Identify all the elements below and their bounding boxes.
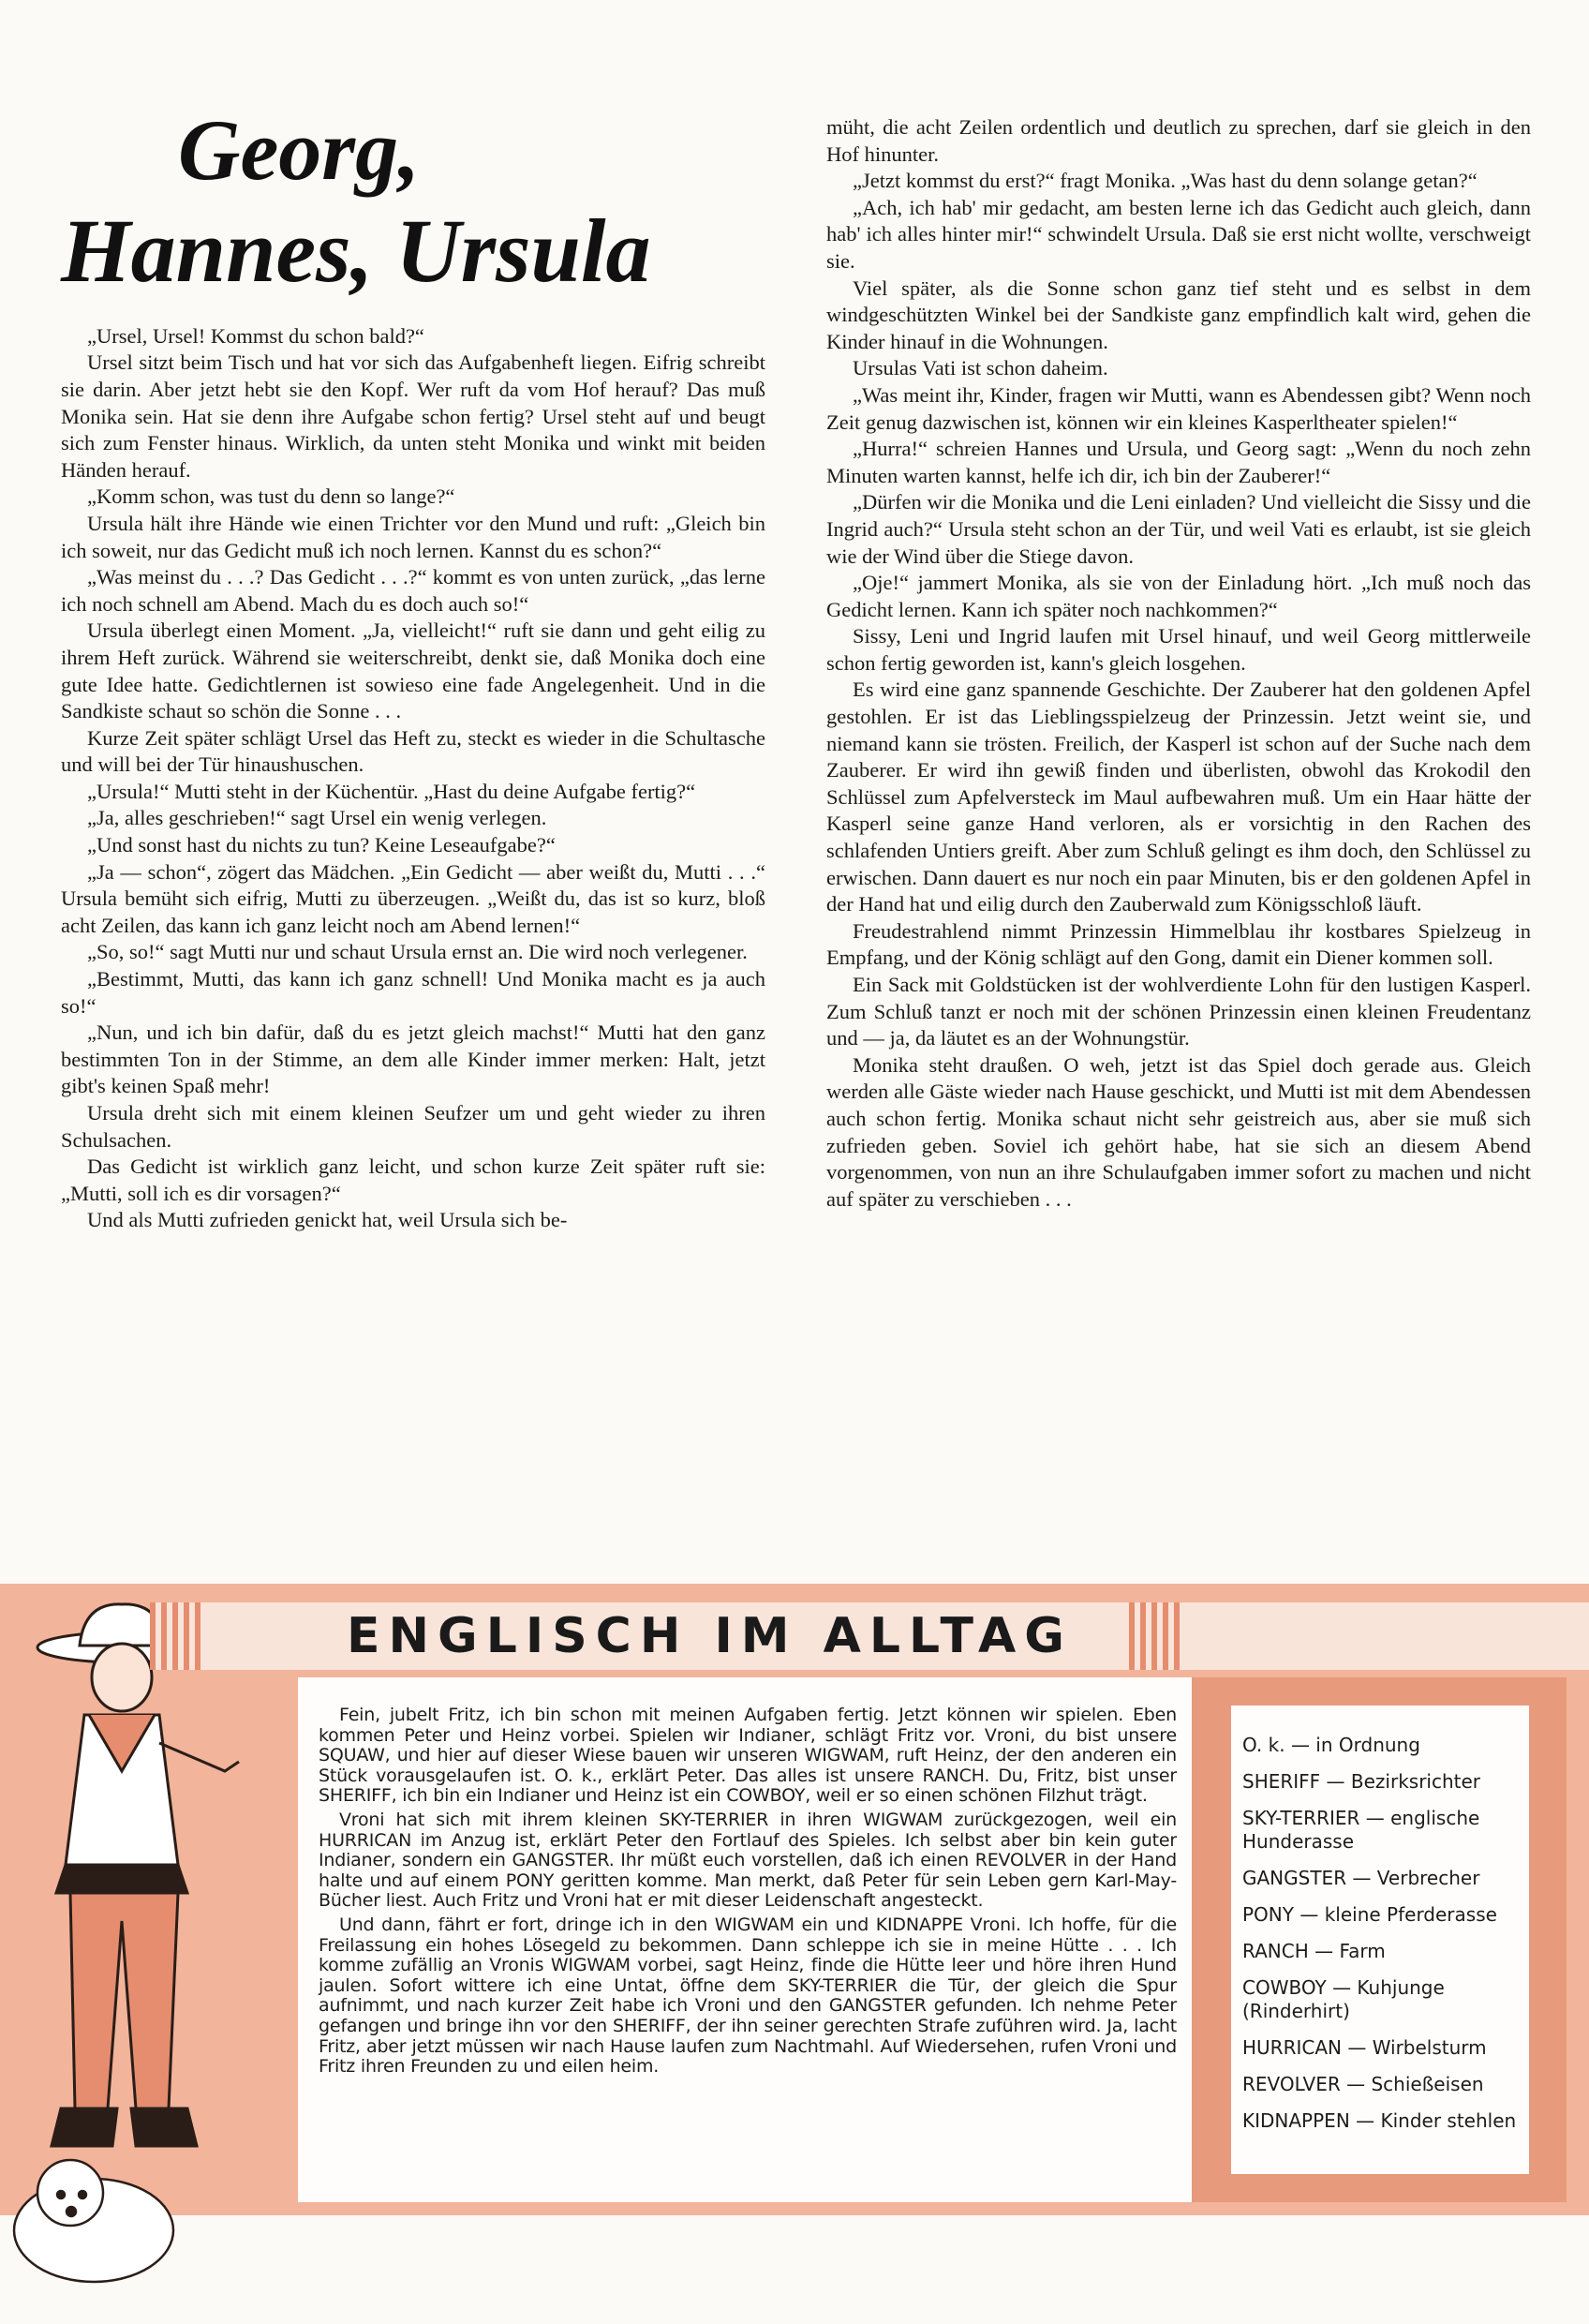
englisch-im-alltag-section	[0, 1584, 1589, 2215]
englisch-paragraph: Vroni hat sich mit ihrem kleinen SKY-TERRIER in ihren WIGWAM zurückgezogen, weil ein HURRICAN im Anzug ist, erklärt Peter den Fortlauf des Spieles. Ich selbst aber bin kein guter Indianer, sondern ein GANGSTER. Ihr müßt euch vorstellen, daß ich einen REVOLVER in der Hand halte und auf einem PONY geritten komme. Man merkt, daß Peter für sein Leben gern Karl-May-Bücher liest. Auch Fritz und Vroni hat er mit dieser Leidenschaft angesteckt.	[319, 1809, 1177, 1912]
glossary-entry: KIDNAPPEN — Kinder stehlen	[1242, 2109, 1517, 2132]
story-paragraph: Ursula hält ihre Hände wie einen Trichter vor den Mund und ruft: „Gleich bin ich soweit, nur das Gedicht muß ich noch lernen. Kannst du es schon?“	[61, 511, 765, 562]
story-paragraph: „Komm schon, was tust du denn so lange?“	[87, 484, 455, 509]
glossary-entry: SKY-TERRIER — englische Hunderasse	[1242, 1807, 1480, 1853]
englisch-paragraph: Fein, jubelt Fritz, ich bin schon mit meinen Aufgaben fertig. Jetzt können wir spielen. Eben kommen Peter und Heinz vorbei. Spielen wir Indianer, schlägt Fritz vor. Vroni, du bist unsere SQUAW, und hier auf dieser Wiese bauen wir unseren WIGWAM, ruft Heinz, der den anderen ein Stück vorausgelaufen ist. O. k., erklärt Peter. Das alles ist unsere RANCH. Du, Fritz, bist unser SHERIFF, ich bin ein Indianer und Heinz ist ein COWBOY, weil er so einen schönen Filzhut trägt.	[319, 1705, 1177, 1807]
glossary-entry: COWBOY — Kuhjunge (Rinderhirt)	[1242, 1976, 1445, 2022]
story-paragraph: Monika steht draußen. O weh, jetzt ist das Spiel doch gerade aus. Gleich werden alle Gäste wieder nach Hause geschickt, und Mutti ist mit dem Abendessen auch schon fertig. Monika schaut nicht sehr geistreich aus, aber sie muß sich zufrieden geben. Soviel ich gehört habe, hat sie sich an diesem Abend vorgenommen, von nun an ihre Schulaufgaben immer sofort zu machen und nicht auf später zu verschieben . . .	[826, 1052, 1531, 1211]
dog-icon	[14, 2160, 173, 2282]
glossary-entry: REVOLVER — Schießeisen	[1242, 2073, 1484, 2095]
cowboy-and-dog-illustration	[0, 1584, 300, 2296]
story-paragraph: müht, die acht Zeilen ordentlich und deutlich zu sprechen, darf sie gleich in den Hof hinunter.	[826, 115, 1531, 166]
glossary-entry: HURRICAN — Wirbelsturm	[1242, 2036, 1487, 2059]
glossary-entry: PONY — kleine Pferderasse	[1242, 1903, 1497, 1926]
glossary-entry: GANGSTER — Verbrecher	[1242, 1867, 1480, 1889]
story-paragraph: Das Gedicht ist wirklich ganz leicht, und schon kurze Zeit später ruft sie: „Mutti, soll ich es dir vorsagen?“	[61, 1155, 765, 1205]
decorative-stripes	[150, 1602, 206, 1670]
story-paragraph: „Jetzt kommst du erst?“ fragt Monika. „Was hast du denn solange getan?“	[853, 169, 1478, 193]
story-paragraph: „Oje!“ jammert Monika, als sie von der Einladung hört. „Ich muß noch das Gedicht lernen. Kann ich später noch nachkommen?“	[826, 571, 1531, 621]
headline-band	[150, 1602, 1589, 1670]
story-paragraph: Ursula überlegt einen Moment. „Ja, vielleicht!“ ruft sie dann und geht eilig zu ihrem Heft zurück. Während sie weiterschreibt, denkt sie, daß Monika doch eine gute Idee hatte. Gedichtlernen ist sowieso eine fade Angelegenheit. Und in die Sandkiste schaut so schön die Sonne . . .	[61, 618, 765, 723]
cowboy-icon	[37, 1604, 239, 2146]
story-paragraph: „Ursula!“ Mutti steht in der Küchentür. „Hast du deine Aufgabe fertig?“	[87, 779, 696, 803]
right-column-wrapper	[826, 0, 1531, 1584]
story-paragraph: „Nun, und ich bin dafür, daß du es jetzt gleich machst!“ Mutti hat den ganz bestimmten Ton in der Stimme, an dem alle Kinder immer merken: Halt, jetzt gibt's keinen Spaß mehr!	[61, 1020, 765, 1098]
story-paragraph: Ein Sack mit Goldstücken ist der wohlverdiente Lohn für den lustigen Kasperl. Zum Schluß tanzt er noch mit der schönen Prinzessin einen kleinen Freudentanz und — ja, da läutet es an der Wohnungstür.	[826, 973, 1531, 1050]
story-paragraph: „Ja, alles geschrieben!“ sagt Ursel ein wenig verlegen.	[87, 806, 547, 830]
section-headline: ENGLISCH IM ALLTAG	[347, 1608, 1073, 1664]
story-box	[298, 1677, 1197, 2202]
story-paragraph: „So, so!“ sagt Mutti nur und schaut Ursula ernst an. Die wird noch verlegener.	[87, 940, 748, 964]
story-title-line1: Georg,	[178, 102, 421, 198]
englisch-paragraph: Und dann, fährt er fort, dringe ich in den WIGWAM ein und KIDNAPPE Vroni. Ich hoffe, für die Freilassung ein hohes Lösegeld zu bekommen. Dann schleppe ich sie in meine Hütte . . . Ich komme zufällig an Vronis WIGWAM vorbei, sagt Heinz, finde die Hütte leer und höre ihren Hund jaulen. Sofort wittere ich eine Untat, öffne dem SKY-TERRIER die Tür, der gleich die Spur aufnimmt, und nach kurzer Zeit habe ich Vroni und den GANGSTER gefunden. Ich nehme Peter gefangen und bringe ihn vor den SHERIFF, der ihn seiner gerechten Strafe zuführen wird. Ja, lacht Fritz, aber jetzt müssen wir nach Hause laufen zum Nachtmahl. Auf Wiedersehen, rufen Vroni und Fritz ihren Freunden zu und eilen heim.	[319, 1914, 1177, 2078]
glossary-entry: RANCH — Farm	[1242, 1940, 1386, 1962]
story-paragraph: „Was meinst du . . .? Das Gedicht . . .?“ kommt es von unten zurück, „das lerne ich noch schnell am Abend. Mach du es doch auch so!“	[61, 565, 765, 616]
story-paragraph: Sissy, Leni und Ingrid laufen mit Ursel hinauf, und weil Georg mittlerweile schon fertig geworden ist, kann's gleich losgehen.	[826, 624, 1531, 675]
left-column-wrapper	[61, 0, 765, 1584]
story-paragraph: „Dürfen wir die Monika und die Leni einladen? Und vielleicht die Sissy und die Ingrid auch?“ Ursula steht schon an der Tür, und weil Vati es erlaubt, ist sie gleich wie der Wind über die Stiege davon.	[826, 490, 1531, 568]
story-paragraph: „Ursel, Ursel! Kommst du schon bald?“	[87, 323, 424, 348]
glossary-list	[1242, 1734, 1518, 2133]
story-paragraph: Ursulas Vati ist schon daheim.	[853, 356, 1108, 380]
story-paragraph: Freudestrahlend nimmt Prinzessin Himmelblau ihr kostbares Spielzeug in Empfang, und der König schlägt auf den Gong, damit ein Diener kommen soll.	[826, 918, 1531, 970]
story-paragraph: Und als Mutti zufrieden genickt hat, weil Ursula sich be-	[87, 1208, 568, 1232]
story-paragraph: Kurze Zeit später schlägt Ursel das Heft zu, steckt es wieder in die Schultasche und will bei der Tür hinaushuschen.	[61, 725, 765, 777]
glossary-frame	[1192, 1677, 1567, 2202]
story-paragraph: „Bestimmt, Mutti, das kann ich ganz schnell! Und Monika macht es ja auch so!“	[61, 967, 765, 1018]
story-paragraph: „Ach, ich hab' mir gedacht, am besten lerne ich das Gedicht auch gleich, dann hab' ich alles hinter mir!“ schwindelt Ursula. Daß sie erst nicht wollte, verschweigt sie.	[826, 195, 1531, 273]
story-paragraph: „Ja — schon“, zögert das Mädchen. „Ein Gedicht — aber weißt du, Mutti . . .“ Ursula bemüht sich eifrig, Mutti zu überzeugen. „Weißt du, das ist so kurz, bloß acht Zeilen, das kann ich ganz leicht noch am Abend lernen!“	[61, 859, 765, 937]
story-title-line2: Hannes, Ursula	[61, 201, 651, 302]
story-paragraph: Es wird eine ganz spannende Geschichte. Der Zauberer hat den goldenen Apfel gestohlen. Er ist das Lieblingsspielzeug der Prinzessin. Jetzt weint sie, und niemand kann sie trösten. Freilich, der Kasperl ist schon auf der Suche nach dem Zauberer. Er wird ihn gewiß finden und überlisten, obwohl das Krokodil den Schlüssel zum Apfelversteck im Maul aufbewahren muß. Um ein Haar hätte der Kasperl seine ganze Hand verloren, als er vorsichtig in den Rachen des schlafenden Untiers greift. Aber zum Schluß gelingt es ihm doch, den Schlüssel zu erwischen. Dann dauert es nur noch ein paar Minuten, bis er den goldenen Apfel in der Hand hat und eilig durch den Zauberwald zum Königsschloß läuft.	[826, 678, 1531, 916]
story-paragraph: Viel später, als die Sonne schon ganz tief steht und es selbst in dem windgeschützten Winkel bei der Sandkiste ganz empfindlich kalt wird, gehen die Kinder hinauf in die Wohnungen.	[826, 276, 1531, 353]
story-paragraph: Ursula dreht sich mit einem kleinen Seufzer um und geht wieder zu ihren Schulsachen.	[61, 1101, 765, 1152]
glossary-entry: O. k. — in Ordnung	[1242, 1734, 1420, 1756]
story-column-left	[61, 323, 765, 1234]
glossary-box	[1231, 1706, 1529, 2174]
story-paragraph: „Und sonst hast du nichts zu tun? Keine Leseaufgabe?“	[87, 833, 556, 857]
story-paragraph: „Hurra!“ schreien Hannes und Ursula, und Georg sagt: „Wenn du noch zehn Minuten warten kannst, helfe ich dir, ich bin der Zauberer!“	[826, 437, 1531, 487]
englisch-story-text	[319, 1706, 1177, 2078]
story-paragraph: Ursel sitzt beim Tisch und hat vor sich das Aufgabenheft liegen. Eifrig schreibt sie darin. Aber jetzt hebt sie den Kopf. Wer ruft da vom Hof herauf? Das muß Monika sein. Hat sie denn ihre Aufgabe schon fertig? Ursel steht auf und beugt sich zum Fenster hinaus. Wirklich, da unten steht Monika und winkt mit beiden Händen herauf.	[61, 350, 765, 482]
story-paragraph: „Was meint ihr, Kinder, fragen wir Mutti, wann es Abendessen gibt? Wenn noch Zeit genug dazwischen ist, können wir ein kleines Kasperltheater spielen!“	[826, 382, 1531, 434]
story-column-right	[826, 114, 1531, 1213]
glossary-entry: SHERIFF — Bezirksrichter	[1242, 1770, 1481, 1793]
decorative-stripes	[1129, 1602, 1185, 1670]
